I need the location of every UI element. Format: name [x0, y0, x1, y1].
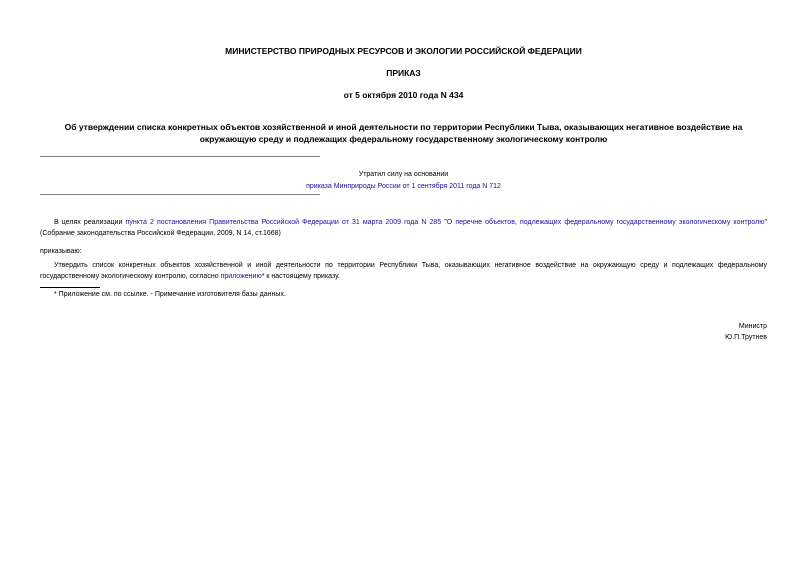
preamble-prefix: В целях реализации — [54, 219, 126, 226]
approval-paragraph — [40, 260, 767, 282]
preamble-middle: " — [441, 219, 447, 226]
appendix-link[interactable]: приложению — [220, 273, 262, 280]
footnote: * Приложение см. по ссылке. - Примечание изготовителя базы данных. — [54, 291, 286, 298]
repeal-order-link[interactable]: приказа Минприроды России от 1 сентября 2011 года N 712 — [306, 183, 501, 190]
approval-suffix: * к настоящему приказу. — [261, 273, 340, 280]
signatory-name: Ю.П.Трутнев — [725, 334, 767, 341]
approval-prefix: Утвердить список конкретных объектов хозяйственной и иной деятельности по территории Республики Тыва, оказывающих негативное воздействие на окружающую среду и подлежащих федеральному государственному экологическому контролю, согласно — [40, 262, 767, 280]
resolution-title-link[interactable]: О перечне объектов, подлежащих федеральному государственному экологическому контролю — [446, 219, 765, 226]
divider-bottom — [40, 194, 320, 195]
status-note — [40, 169, 767, 193]
orders-word: приказываю: — [40, 248, 82, 255]
footnote-divider — [40, 287, 100, 288]
order-type-heading: ПРИКАЗ — [386, 68, 421, 78]
preamble-paragraph — [40, 217, 767, 239]
document-title: Об утверждении списка конкретных объектов хозяйственной и иной деятельности по территории Республики Тыва, оказывающих негативное воздействие на окружающую среду и подлежащих федеральному государственному экологическому контролю — [64, 122, 743, 144]
signatory-position: Министр — [738, 323, 767, 330]
ministry-heading: МИНИСТЕРСТВО ПРИРОДНЫХ РЕСУРСОВ И ЭКОЛОГИИ РОССИЙСКОЙ ФЕДЕРАЦИИ — [225, 46, 582, 56]
order-date-heading: от 5 октября 2010 года N 434 — [343, 90, 464, 100]
preamble-suffix: " (Собрание законодательства Российской Федерации, 2009, N 14, ст.1668) — [40, 219, 767, 237]
status-text: Утратил силу на основании — [358, 171, 449, 178]
divider-top — [40, 156, 320, 157]
resolution-link[interactable]: пункта 2 постановления Правительства Российской Федерации от 31 марта 2009 года N 285 — [125, 219, 442, 226]
